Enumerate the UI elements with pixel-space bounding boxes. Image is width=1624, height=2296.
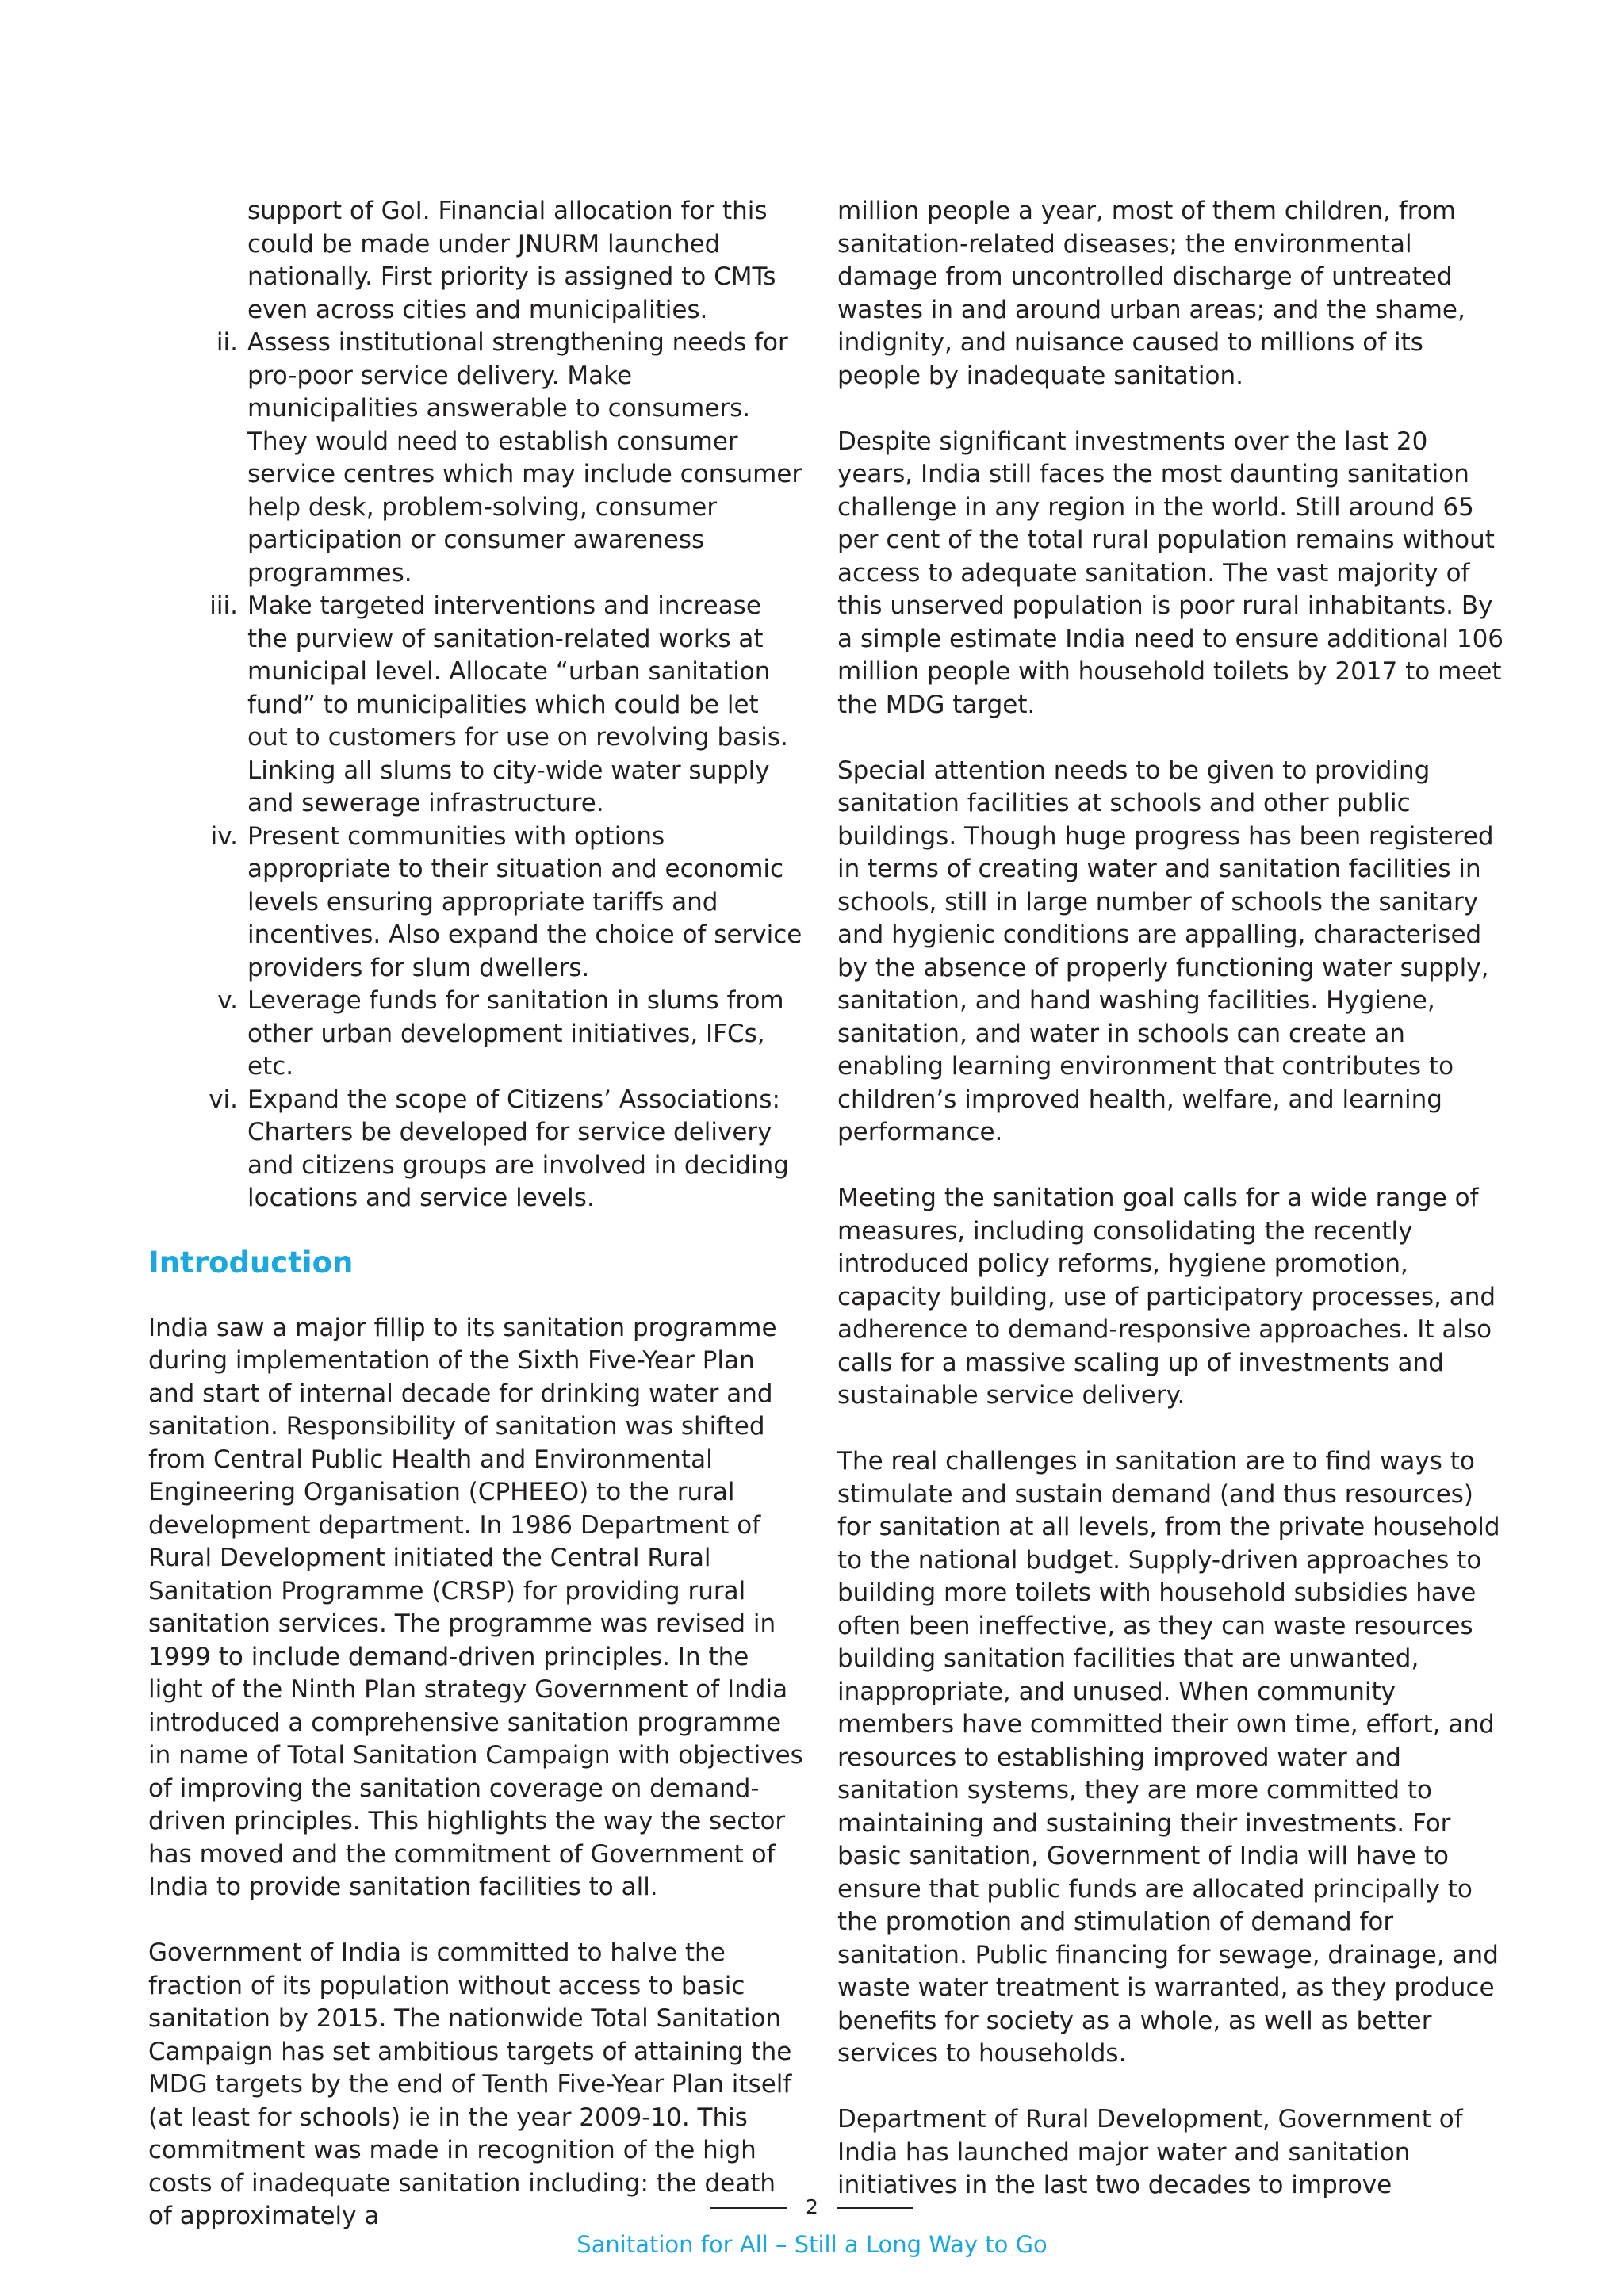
paragraph: Special attention needs to be given to providing sanitation facilities at schools and other public buildings. Though huge progress has been registered in terms of creating water and sanitation facilities in schools, still in large number of schools the sanitary and hygienic conditions are appalling, characterised by the absence of properly functioning water supply, sanitation, and hand washing facilities. Hygiene, sanitation, and water in schools can create an enabling learning environment that contributes to children’s improved health, welfare, and learning performance. (837, 756, 1494, 1146)
list-item-number: iii. (209, 591, 238, 620)
list-item-number: ii. (216, 328, 238, 357)
paragraph: Meeting the sanitation goal calls for a wide range of measures, including consolidating the recently introduced policy reforms, hygiene promotion, capacity building, use of participatory processes, and adherence to demand-responsive approaches. It also calls for a massive scaling up of investments and sustainable service delivery. (837, 1184, 1496, 1410)
paragraph: Government of India is committed to halve the fraction of its population without access to basic sanitation by 2015. The nationwide Total Sanitation Campaign has set ambitious targets of attaining the MDG targets by the end of Tenth Five-Year Plan itself (at least for schools) ie in the year 2009-10. This commitment was made in recognition of the high costs of inadequate sanitation including: the death of approximately a (148, 1938, 792, 2230)
list-item (148, 821, 806, 985)
list-item-text: support of GoI. Financial allocation for this could be made under JNURM launched nationally. First priority is assigned to CMTs even across cities and municipalities. (247, 197, 776, 324)
list-item-text: Expand the scope of Citizens’ Associations: Charters be developed for service delivery and citizens groups are involved in deciding locations and service levels. (247, 1085, 789, 1212)
list-item-number: vi. (209, 1085, 238, 1114)
footer-rule-right (837, 2207, 914, 2209)
list-item (148, 1084, 806, 1215)
list-item (148, 985, 806, 1084)
list-item-text: Make targeted interventions and increase the purview of sanitation-related works at municipal level. Allocate “urban sanitation fund” to municipalities which could be let out to customers for use on revolving basis. Linking all slums to city-wide water supply and sewerage infrastructure. (247, 591, 788, 817)
list-item-continued (148, 195, 806, 327)
section-heading-introduction: Introduction (148, 1245, 354, 1280)
paragraph: The real challenges in sanitation are to find ways to stimulate and sustain demand (and thus resources) for sanitation at all levels, from the private household to the national budget. Supply-driven approaches to building more toilets with household subsidies have often been ineffective, as they can waste resources building sanitation facilities that are unwanted, inappropriate, and unused. When community members have committed their own time, effort, and resources to establishing improved water and sanitation systems, they are more committed to maintaining and sustaining their investments. For basic sanitation, Government of India will have to ensure that public funds are allocated principally to the promotion and stimulation of demand for sanitation. Public financing for sewage, drainage, and waste water treatment is warranted, as they produce benefits for society as a whole, as well as better services to households. (837, 1447, 1500, 2068)
page-number-footer (0, 2195, 1624, 2219)
paragraph: India saw a major fillip to its sanitation programme during implementation of the Sixth Five-Year Plan and start of internal decade for drinking water and sanitation. Responsibility of sanitation was shifted from Central Public Health and Environmental Engineering Organisation (CPHEEO) to the rural development department. In 1986 Department of Rural Development initiated the Central Rural Sanitation Programme (CRSP) for providing rural sanitation services. The programme was revised in 1999 to include demand-driven principles. In the light of the Ninth Plan strategy Government of India introduced a comprehensive sanitation programme in name of Total Sanitation Campaign with objectives of improving the sanitation coverage on demand-driven principles. This highlights the way the sector has moved and the commitment of Government of India to provide sanitation facilities to all. (148, 1313, 803, 1901)
paragraph: Despite significant investments over the last 20 years, India still faces the most daunting sanitation challenge in any region in the world. Still around 65 per cent of the total rural population remains without access to adequate sanitation. The vast majority of this unserved population is poor rural inhabitants. By a simple estimate India need to ensure additional 106 million people with household toilets by 2017 to meet the MDG target. (837, 427, 1504, 719)
left-column (148, 195, 806, 2266)
list-item-text: Present communities with options appropriate to their situation and economic levels ensuring appropriate tariffs and incentives. Also expand the choice of service providers for slum dwellers. (247, 821, 802, 982)
list-item (148, 590, 806, 821)
page-number: 2 (806, 2195, 818, 2218)
list-item (148, 327, 806, 590)
footer-title: Sanitation for All – Still a Long Way to Go (576, 2231, 1048, 2258)
footer-rule-left (710, 2207, 787, 2209)
list-item-number: iv. (210, 821, 238, 851)
list-item-text: Leverage funds for sanitation in slums from other urban development initiatives, IFCs, etc. (247, 986, 784, 1081)
paragraph: million people a year, most of them children, from sanitation-related diseases; the environmental damage from uncontrolled discharge of untreated wastes in and around urban areas; and the shame, indignity, and nuisance caused to millions of its people by inadequate sanitation. (837, 197, 1465, 390)
paragraph: Department of Rural Development, Government of India has launched major water and sanitation initiatives in the last two decades to improve (837, 2105, 1463, 2199)
list-item-text: Assess institutional strengthening needs for pro-poor service delivery. Make municipalities answerable to consumers. They would need to establish consumer service centres which may include consumer help desk, problem-solving, consumer participation or consumer awareness programmes. (247, 328, 802, 587)
list-item-number: v. (217, 986, 238, 1015)
right-column (837, 195, 1503, 2235)
